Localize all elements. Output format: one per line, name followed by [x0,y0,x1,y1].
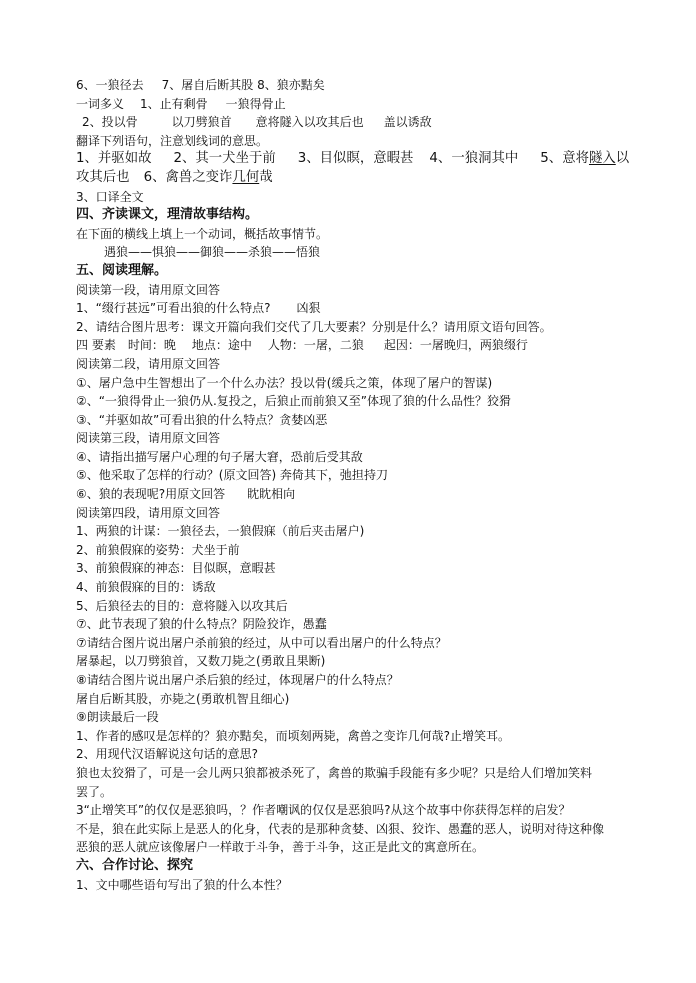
question-line: 1、两狼的计谋：一狼径去，一狼假寐（前后夹击屠户) [76,524,365,539]
question-line: ②、“一狼得骨止一狼仍从.复投之，后狼止而前狼又至”体现了狼的什么品性？狡猾 [76,394,512,409]
question-line: ③、“并驱如故”可看出狼的什么特点？贪婪凶恶 [76,412,328,427]
answer-line: 不是，狼在此实际上是恶人的化身，代表的是那种贪婪、凶狠、狡诈、愚蠢的恶人，说明对待这种像 [76,821,605,836]
question-line: 1、作者的感叹是怎样的？狼亦黠矣，而顷刻两毙，禽兽之变诈几何哉?止增笑耳。 [76,728,511,743]
polysemy-line-1: 一词多义 1、止有剩骨 一狼得骨止 [76,96,286,111]
answer-line: 屠暴起，以刀劈狼首，又数刀毙之(勇敢且果断) [76,654,326,669]
question-line: ①、屠户急中生智想出了一个什么办法？投以骨(缓兵之策，体现了屠户的智谋) [76,375,493,390]
last-paragraph-heading: ⑨朗读最后一段 [76,710,159,725]
question-line: 4、前狼假寐的目的：诱敌 [76,580,216,595]
question-line: 1、文中哪些语句写出了狼的什么本性？ [76,877,288,892]
question-line: ⑤、他采取了怎样的行动？(原文回答) 奔倚其下，弛担持刀 [76,468,388,483]
paragraph-4-heading: 阅读第四段，请用原文回答 [76,505,221,520]
question-line: 3、前狼假寐的神态：目似瞑，意暇甚 [76,561,276,576]
section-heading-6: 六、合作讨论、探究 [76,857,194,873]
question-line: 2、请结合图片思考：课文开篇向我们交代了几大要素？分别是什么？请用原文语句回答。 [76,319,552,334]
plot-chain: 遇狼——惧狼——御狼——杀狼——悟狼 [104,245,321,260]
section-heading-4: 四、齐读课文，理清故事结构。 [76,207,259,223]
question-line: 2、用现代汉语解说这句话的意思? [76,747,259,762]
answer-line: 罢了。 [76,784,113,799]
paragraph-3-heading: 阅读第三段，请用原文回答 [76,431,221,446]
oral-translation: 3、口译全文 [76,189,144,204]
document-body [76,76,628,894]
elements-answer-line: 四 要素 时间：晚 地点：途中 人物：一屠，二狼 起因：一屠晚归，两狼缀行 [76,338,528,353]
question-line: 5、后狼径去的目的：意将隧入以攻其后 [76,598,288,613]
underlined-word: 几何 [232,169,260,185]
question-line: ⑦、此节表现了狼的什么特点？阴险狡诈，愚蠢 [76,617,327,632]
translation-items-line-2: 攻其后也 6、禽兽之变诈几何哉 [76,169,273,185]
question-line: ④、请指出描写屠户心理的句子屠大窘，恐前后受其敌 [76,449,363,464]
paragraph-1-heading: 阅读第一段，请用原文回答 [76,282,221,297]
question-line: ⑥、狼的表现呢?用原文回答 眈眈相向 [76,487,296,502]
question-line: ⑦请结合图片说出屠户杀前狼的经过，从中可以看出屠户的什么特点？ [76,635,447,650]
answer-line: 屠自后断其股，亦毙之(勇敢机智且细心) [76,691,290,706]
underlined-word: 隧入 [588,151,616,167]
answer-line: 狼也太狡猾了，可是一会儿两只狼都被杀死了，禽兽的欺骗手段能有多少呢？只是给人们增加笑料 [76,765,593,780]
section-heading-5: 五、阅读理解。 [76,262,168,278]
answer-line: 恶狼的恶人就应该像屠户一样敢于斗争，善于斗争，这正是此文的寓意所在。 [76,840,485,855]
question-line: 1、“缀行甚远”可看出狼的什么特点? 凶狠 [76,301,321,316]
question-line: 2、前狼假寐的姿势：犬坐于前 [76,542,240,557]
translation-instruction: 翻译下列语句，注意划线词的意思。 [76,133,269,148]
paragraph-2-heading: 阅读第二段，请用原文回答 [76,356,221,371]
translation-items-line-1: 1、并驱如故 2、其一犬坐于前 3、目似瞑，意暇甚 4、一狼洞其中 5、意将隧入以 [76,151,630,167]
vocab-list-line: 6、一狼径去 7、屠自后断其股 8、狼亦黠矣 [76,78,325,92]
plot-instruction: 在下面的横线上填上一个动词，概括故事情节。 [76,226,329,241]
question-line: ⑧请结合图片说出屠户杀后狼的经过，体现屠户的什么特点？ [76,673,399,687]
question-line: 3“止增笑耳”的仅仅是恶狼吗，？作者嘲讽的仅仅是恶狼吗?从这个故事中你获得怎样的启发？ [76,803,571,818]
polysemy-line-2: 2、投以骨 以刀劈狼首 意将隧入以攻其后也 盖以诱敌 [82,115,432,130]
